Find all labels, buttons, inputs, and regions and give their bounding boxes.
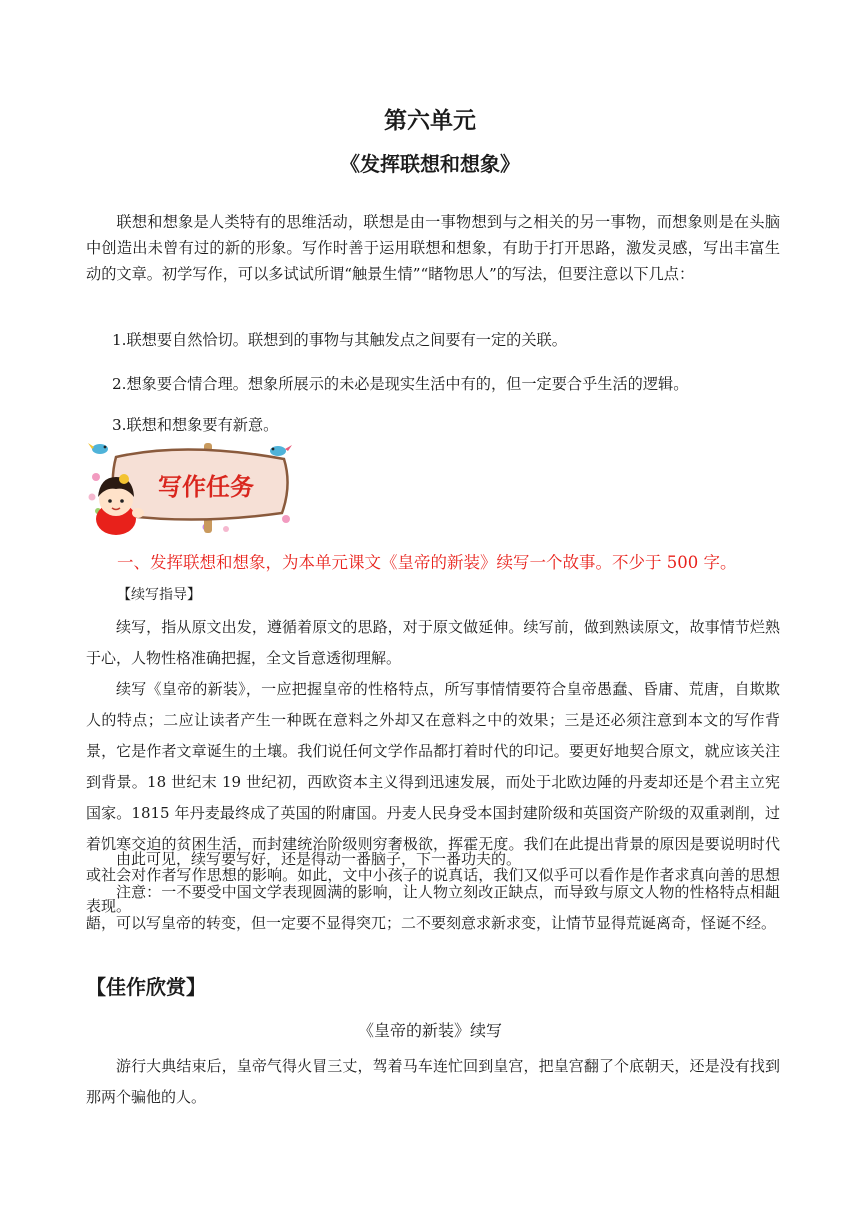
- essay-title: 《皇帝的新装》续写: [357, 1021, 502, 1040]
- bird-icon: [270, 445, 292, 456]
- point-item-2: 2.想象要合情合理。想象所展示的未必是现实生活中有的，但一定要合乎生活的逻辑。: [112, 375, 689, 393]
- guide-paragraph: 续写《皇帝的新装》，一应把握皇帝的性格特点，所写事情情要符合皇帝愚蠢、昏庸、荒唐，自欺欺人的特点；二应让读者产生一种既在意料之外却又在意料之中的效果；三是还必须注意到本文的写作背景，它是作者文章诞生的土壤。我们说任何文学作品都打着时代的印记。要更好地契合原文，就应该关注到背景。18 世纪末 19 世纪初，西欧资本主义得到迅速发展，而处于北欧边陲的丹麦却还是个君主立宪国家。1815 年丹麦最终成了英国的附庸国。丹麦人民身受本国封建阶级和英国资产阶级的双重剥削，过着饥寒交迫的贫困生活，而封建统治阶级则穷奢极欲，挥霍无度。我们在此提出背景的原因是要说明时代或社会对作者写作思想的影响。如此，文中小孩子的说真话，我们又似乎可以看作是作者求真向善的思想表现。: [86, 680, 780, 915]
- writing-task-prompt: 一、发挥联想和想象，为本单元课文《皇帝的新装》续写一个故事。不少于 500 字。: [117, 553, 737, 572]
- guide-paragraph: 续写，指从原文出发，遵循着原文的思路，对于原文做延伸。续写前，做到熟读原文，故事情节烂熟于心，人物性格准确把握，全文旨意透彻理解。: [86, 618, 780, 667]
- point-item-1: 1.联想要自然恰切。联想到的事物与其触发点之间要有一定的关联。: [112, 331, 567, 349]
- guide-paragraph: 由此可见，续写要写好，还是得动一番脑子，下一番功夫的。: [116, 850, 522, 868]
- writing-task-banner-illustration: [86, 437, 296, 537]
- guide-label: 【续写指导】: [117, 587, 201, 603]
- point-item-3: 3.联想和想象要有新意。: [112, 416, 279, 434]
- intro-paragraph: 联想和想象是人类特有的思维活动，联想是由一事物想到与之相关的另一事物，而想象则是在头脑中创造出未曾有过的新的形象。写作时善于运用联想和想象，有助于打开思路，激发灵感，写出丰富生动的文章。初学写作，可以多试试所谓“触景生情”“睹物思人”的写法，但要注意以下几点：: [86, 213, 780, 283]
- lesson-subtitle: 《发挥联想和想象》: [340, 152, 520, 176]
- writing-task-banner: [86, 437, 296, 537]
- banner-label: 写作任务: [158, 473, 254, 501]
- bird-icon: [88, 443, 108, 454]
- essay-paragraph: 游行大典结束后，皇帝气得火冒三丈，驾着马车连忙回到皇宫，把皇宫翻了个底朝天，还是没有找到那两个骗他的人。: [86, 1057, 780, 1106]
- unit-title: 第六单元: [384, 108, 476, 134]
- section-heading: 【佳作欣赏】: [86, 975, 206, 999]
- guide-paragraph: 注意：一不要受中国文学表现圆满的影响，让人物立刻改正缺点，而导致与原文人物的性格特点相龃龉，可以写皇帝的转变，但一定要不显得突兀；二不要刻意求新求变，让情节显得荒诞离奇，怪诞不经。: [86, 883, 780, 932]
